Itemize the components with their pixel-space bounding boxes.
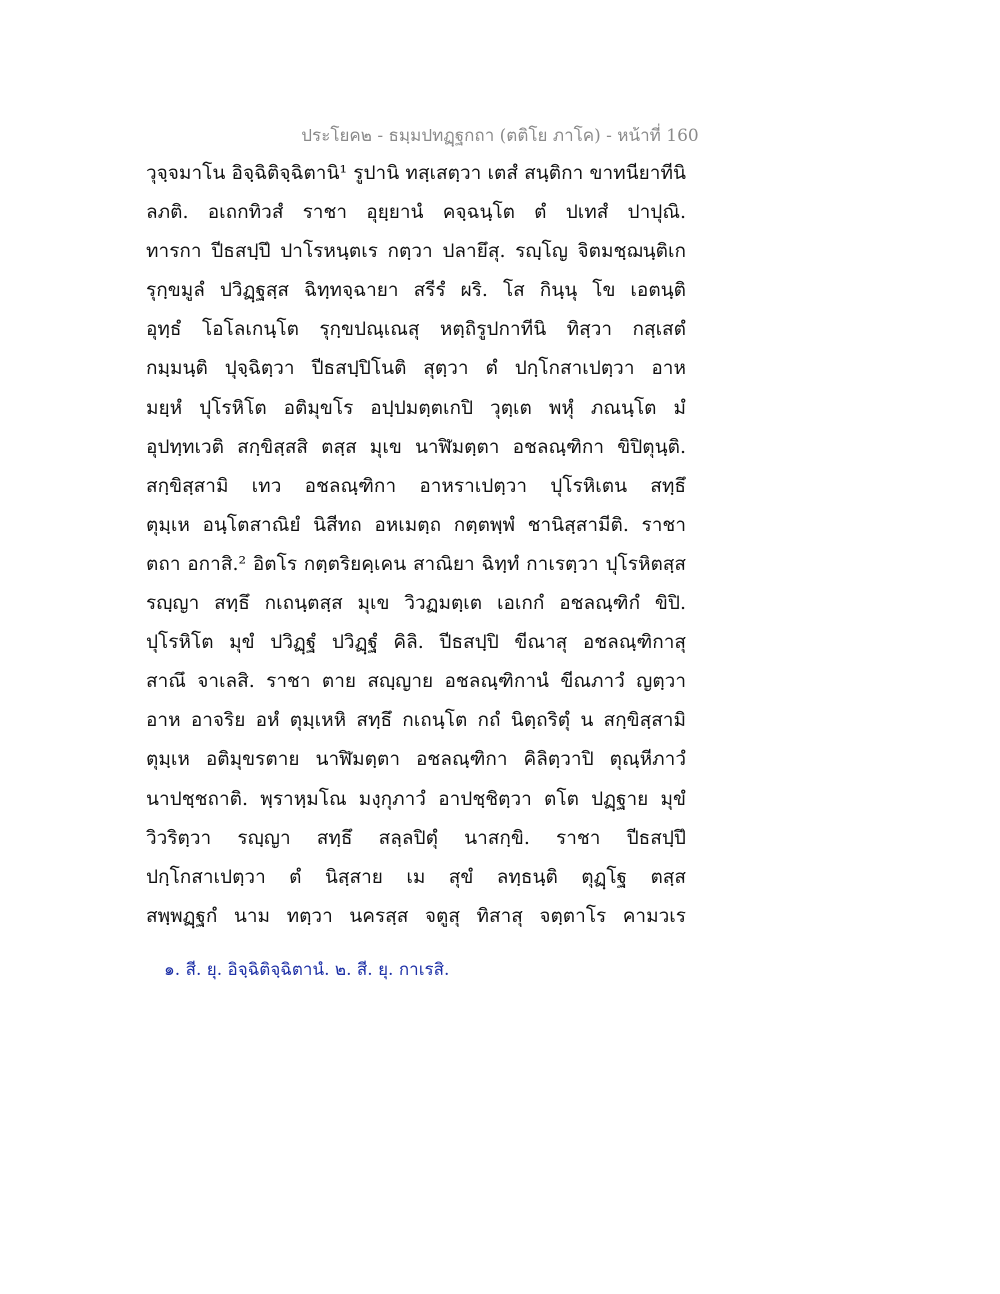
text-line: รญฺญา สทฺธึ กเถนฺตสฺส มุเข วิวฏมตฺเต เอเกกํ อชลณฺฑิกํ ขิปิ. [146,592,686,615]
text-line: ตุมฺเห อนฺโตสาณิยํ นิสีทถ อหเมตฺถ กตฺตพฺพํ ชานิสฺสามีติ. ราชา [146,513,686,536]
text-line: นาปชฺชถาติ. พฺราหฺมโณ มงฺกุภาวํ อาปชฺชิตฺวา ตโต ปฏฺฐาย มุขํ [146,787,686,810]
text-line: อาห อาจริย อหํ ตุมฺเหหิ สทฺธึ กเถนฺโต กถํ นิตฺถริตุํ น สกฺขิสฺสามิ [146,709,686,732]
text-line: ตถา อกาสิ.² อิตโร กตฺตริยคฺเคน สาณิยา ฉิทฺทํ กาเรตฺวา ปุโรหิตสฺส [146,552,686,575]
text-line: วุจฺจมาโน อิจฺฉิติจฺฉิตานิ¹ รูปานิ ทสฺเสตฺวา เตสํ สนฺติกา ขาทนียาทีนิ [146,162,686,184]
text-line: กมฺมนฺติ ปุจฺฉิตฺวา ปีธสปฺปิโนติ สุตฺวา ตํ ปกฺโกสาเปตฺวา อาห [146,357,686,380]
text-line: ลภติ. อเถกทิวสํ ราชา อุยฺยานํ คจฺฉนฺโต ตํ ปเทสํ ปาปุณิ. [146,201,686,224]
text-line: รุกฺขมูลํ ปวิฏฺฐสฺส ฉิทฺทจฺฉายา สรีรํ ผริ. โส กินฺนุ โข เอตนฺติ [146,279,686,302]
footnotes: ๑. สี. ยุ. อิจฺฉิติจฺฉิตานํ. ๒. สี. ยุ. กาเรสิ. [164,960,450,980]
text-line: สาณึ จาเลสิ. ราชา ตาย สญฺญาย อชลณฺฑิกานํ ขีณภาวํ ญตฺวา [146,670,686,693]
text-line: วิวริตฺวา รญฺญา สทฺธึ สลฺลปิตุํ นาสกฺขิ. ราชา ปีธสปฺปึ [146,826,686,849]
text-line: ตุมฺเห อติมุขรตาย นาฬิมตฺตา อชลณฺฑิกา คิลิตฺวาปิ ตุณฺหีภาวํ [146,748,686,771]
text-line: มยฺหํ ปุโรหิโต อติมุขโร อปฺปมตฺตเกปิ วุตฺเต พหุํ ภณนฺโต มํ [146,396,686,419]
running-header: ประโยค๒ - ธมฺมปทฏฺฐกถา (ตติโย ภาโค) - หน้าที่ 160 [301,126,699,146]
text-line: ทารกา ปีธสปฺปึ ปาโรหนฺตเร กตฺวา ปลายึสุ. รญฺโญ จิตมชฺฌนฺติเก [146,240,686,263]
text-line: สพฺพฏฺฐกํ นาม ทตฺวา นครสฺส จตูสุ ทิสาสุ จตฺตาโร คามวเร [146,904,686,927]
text-line: สกฺขิสฺสามิ เทว อชลณฺฑิกา อาหราเปตฺวา ปุโรหิเตน สทฺธึ [146,474,686,497]
body-text [146,154,686,936]
text-line: ปุโรหิโต มุขํ ปวิฏฺฐํ ปวิฏฺฐํ คิลิ. ปีธสปฺปิ ขีณาสุ อชลณฺฑิกาสุ [146,631,686,654]
text-line: ปกฺโกสาเปตฺวา ตํ นิสฺสาย เม สุขํ ลทฺธนฺติ ตุฏฺโฐ ตสฺส [146,865,686,888]
text-line: อุปทฺทเวติ สกฺขิสฺสสิ ตสฺส มุเข นาฬิมตฺตา อชลณฺฑิกา ขิปิตุนฺติ. [146,435,686,458]
text-line: อุทฺธํ โอโลเกนฺโต รุกฺขปณฺเณสุ หตฺถิรูปกาทีนิ ทิสฺวา กสฺเสตํ [146,318,686,341]
